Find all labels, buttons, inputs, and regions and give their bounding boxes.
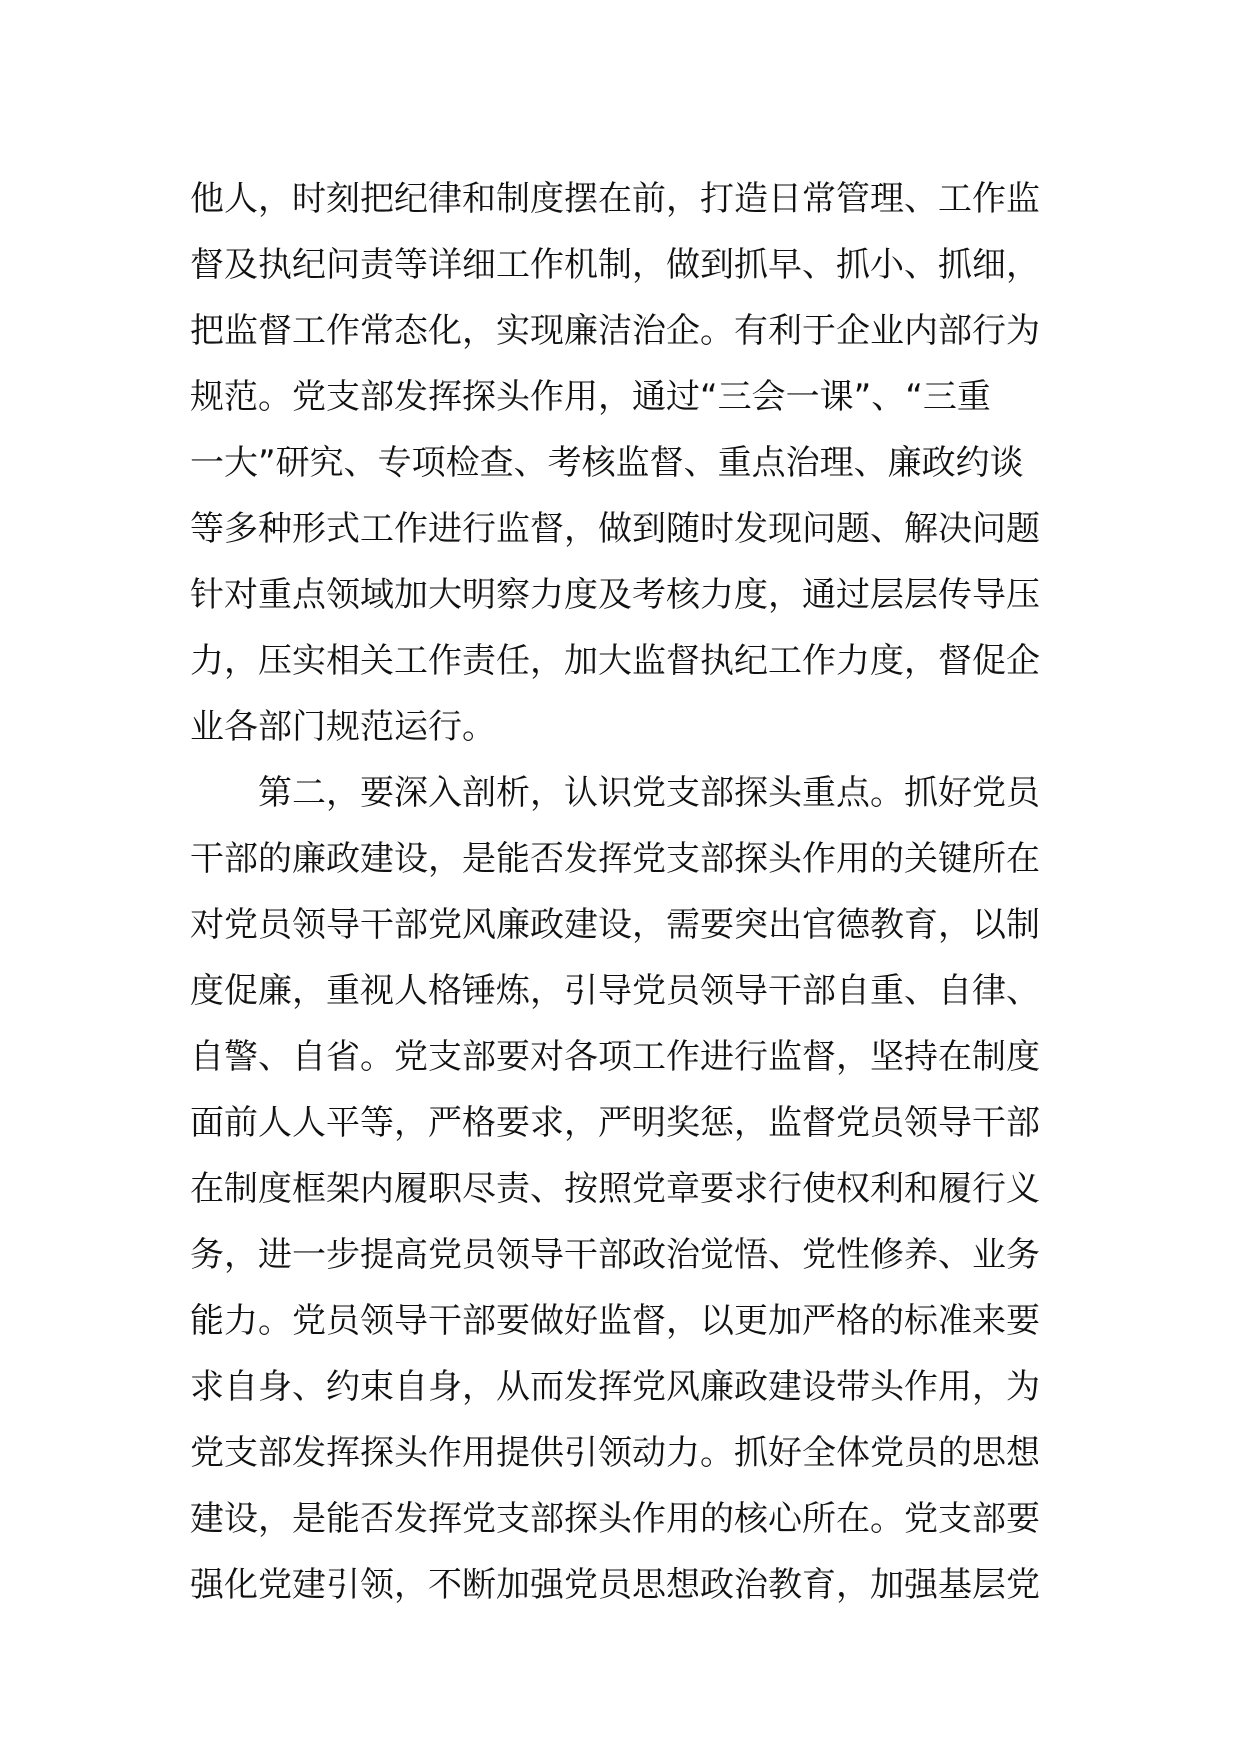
text-line: 力，压实相关工作责任，加大监督执纪工作力度，督促企	[190, 641, 1040, 681]
text-line: 业各部门规范运行。	[190, 707, 496, 747]
text-line: 一大”研究、专项检查、考核监督、重点治理、廉政约谈	[190, 443, 1024, 483]
text-line: 针对重点领域加大明察力度及考核力度，通过层层传导压	[190, 575, 1040, 615]
text-line: 面前人人平等，严格要求，严明奖惩，监督党员领导干部	[190, 1103, 1040, 1143]
text-line: 对党员领导干部党风廉政建设，需要突出官德教育，以制	[190, 905, 1040, 945]
text-line: 在制度框架内履职尽责、按照党章要求行使权利和履行义	[190, 1169, 1040, 1209]
text-line: 干部的廉政建设，是能否发挥党支部探头作用的关键所在	[190, 839, 1040, 879]
text-line: 督及执纪问责等详细工作机制，做到抓早、抓小、抓细，	[190, 245, 1040, 285]
text-line: 党支部发挥探头作用提供引领动力。抓好全体党员的思想	[190, 1433, 1040, 1473]
text-line: 能力。党员领导干部要做好监督，以更加严格的标准来要	[190, 1301, 1040, 1341]
text-line: 自警、自省。党支部要对各项工作进行监督，坚持在制度	[190, 1037, 1040, 1077]
text-line: 建设，是能否发挥党支部探头作用的核心所在。党支部要	[190, 1499, 1040, 1539]
text-line: 第二，要深入剖析，认识党支部探头重点。抓好党员	[190, 773, 1040, 813]
text-line: 他人，时刻把纪律和制度摆在前，打造日常管理、工作监	[190, 179, 1040, 219]
text-line: 把监督工作常态化，实现廉洁治企。有利于企业内部行为	[190, 311, 1040, 351]
text-line: 规范。党支部发挥探头作用，通过“三会一课”、“三重	[190, 377, 991, 417]
text-line: 务，进一步提高党员领导干部政治觉悟、党性修养、业务	[190, 1235, 1040, 1275]
text-line: 度促廉，重视人格锤炼，引导党员领导干部自重、自律、	[190, 971, 1040, 1011]
text-line: 求自身、约束自身，从而发挥党风廉政建设带头作用，为	[190, 1367, 1040, 1407]
body-text	[190, 166, 1070, 1618]
text-line: 等多种形式工作进行监督，做到随时发现问题、解决问题	[190, 509, 1040, 549]
text-line: 强化党建引领，不断加强党员思想政治教育，加强基层党	[190, 1565, 1040, 1605]
